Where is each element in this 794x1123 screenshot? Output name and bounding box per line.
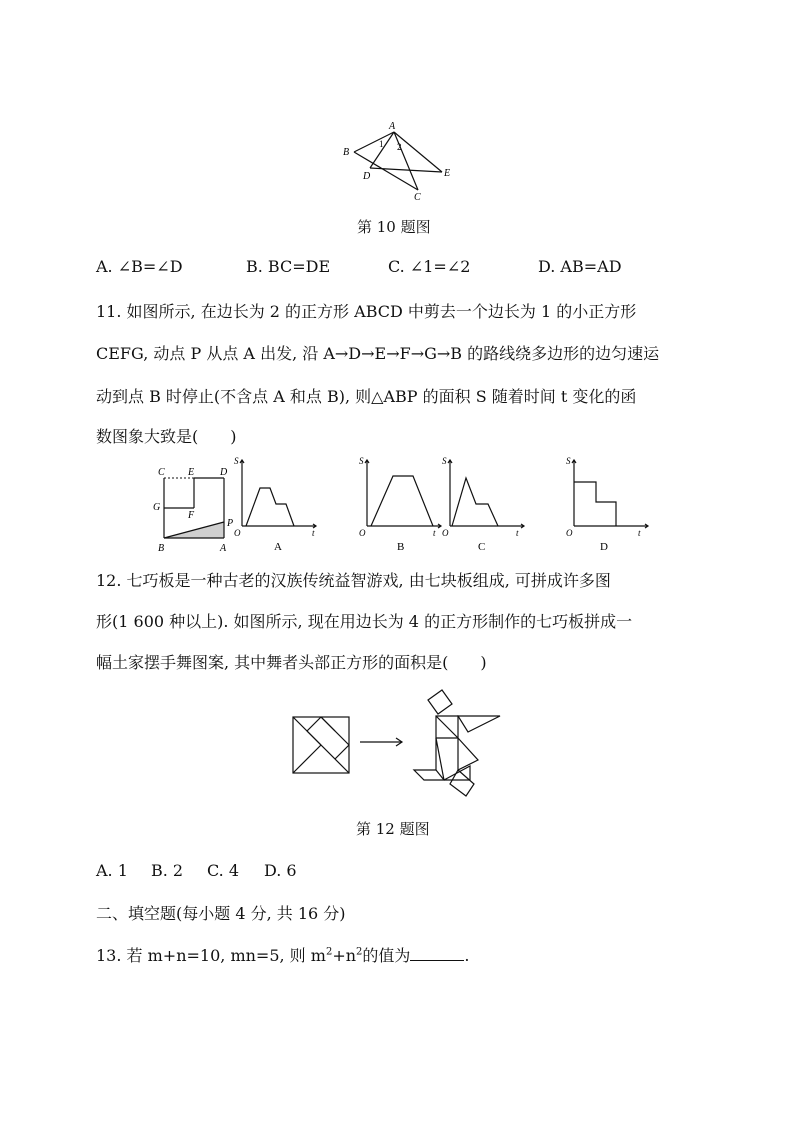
fig10-label-e: E [444,168,451,179]
svg-text:S: S [359,456,364,466]
q11-graph-b [353,454,449,556]
q13-question: 13. 若 m+n=10, mn=5, 则 $m^2+n^2$的值为 . [96,946,470,965]
figure-10 [336,118,466,206]
q11-graph-a [228,454,324,556]
q12-line-2: 形(1 600 种以上). 如图所示, 现在用边长为 4 的正方形制作的七巧板拼成一 [96,612,633,631]
q10-option-d: D. AB=AD [538,257,622,276]
tangram-square [292,716,350,774]
fig12-caption: 第 12 题图 [356,820,430,838]
q12-option-c: C. 4 [207,861,240,880]
tangram-dancer [406,686,506,802]
graph-c-name: C [478,541,486,553]
q11-graph-c [436,454,532,556]
svg-text:O: O [566,528,573,538]
q12-option-b: B. 2 [151,861,184,880]
q11-graph-d [560,454,656,556]
svg-text:S: S [566,456,571,466]
q12-option-a: A. 1 [96,861,128,880]
svg-text:S: S [442,456,447,466]
q13-answer-blank[interactable] [410,946,464,961]
sq-label-c: C [158,467,165,478]
fig10-label-c: C [414,192,421,203]
q11-line-1: 11. 如图所示, 在边长为 2 的正方形 ABCD 中剪去一个边长为 1 的小正方形 [96,302,637,321]
sq-label-p: P [227,518,234,529]
svg-text:O: O [359,528,366,538]
sq-label-a: A [220,543,227,554]
q11-line-3: 动到点 B 时停止(不含点 A 和点 B), 则△ABP 的面积 S 随着时间 t 变化的函 [96,387,637,406]
sq-label-f: F [188,510,195,521]
sq-label-b: B [158,543,165,554]
q12-option-d: D. 6 [264,861,297,880]
svg-text:t: t [516,528,519,538]
svg-text:t: t [638,528,641,538]
q10-option-b: B. BC=DE [246,257,331,276]
svg-text:t: t [312,528,315,538]
fig10-caption: 第 10 题图 [357,218,431,236]
q12-line-3: 幅土家摆手舞图案, 其中舞者头部正方形的面积是( ) [96,653,487,672]
fig10-label-d: D [363,171,371,182]
q12-line-1: 12. 七巧板是一种古老的汉族传统益智游戏, 由七块板组成, 可拼成许多图 [96,571,611,590]
graph-d-name: D [600,541,608,553]
graph-b-name: B [397,541,405,553]
q11-line-2: CEFG, 动点 P 从点 A 出发, 沿 A→D→E→F→G→B 的路线绕多边形的边匀速运 [96,344,660,363]
q11-line-4: 数图象大致是( ) [96,427,237,446]
sq-label-g: G [153,502,161,513]
sq-label-e: E [188,467,195,478]
svg-text:t: t [433,528,436,538]
q11-square-figure [148,460,240,556]
q10-option-c: C. ∠1=∠2 [388,257,471,276]
sq-label-d: D [220,467,228,478]
fig10-angle-2: 2 [397,142,402,152]
fig10-angle-1: 1 [379,139,384,149]
svg-text:S: S [234,456,239,466]
q10-option-a: A. ∠B=∠D [96,257,183,276]
arrow-right [360,736,406,748]
graph-a-name: A [274,541,282,553]
fig10-label-b: B [343,147,350,158]
fig10-label-a: A [389,121,396,132]
section-2-title: 二、填空题(每小题 4 分, 共 16 分) [96,904,346,923]
svg-text:O: O [442,528,449,538]
svg-text:O: O [234,528,241,538]
